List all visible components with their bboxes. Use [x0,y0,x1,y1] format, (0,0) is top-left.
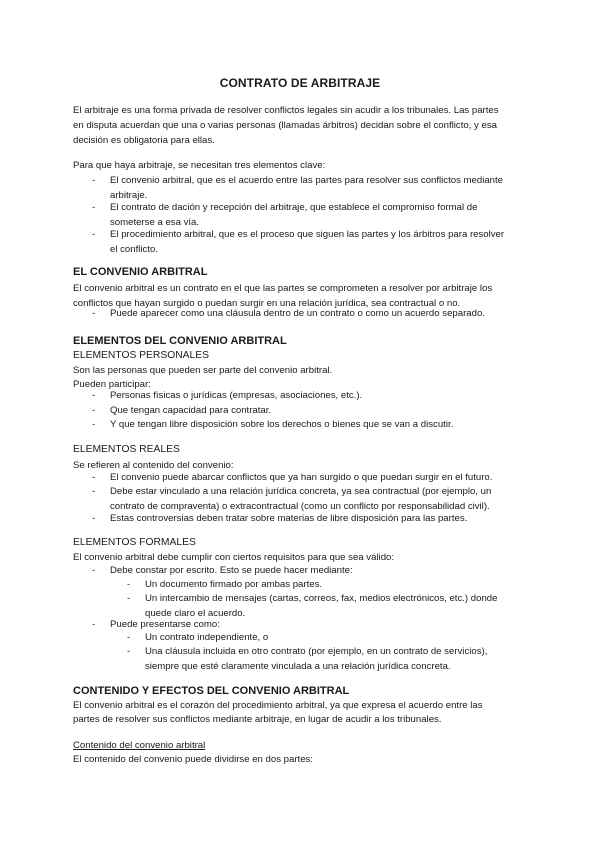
list-item-text: El convenio arbitral, que es el acuerdo entre las partes para resolver sus conflictos mediante [110,175,504,186]
bullet-dash: - [127,579,131,590]
bullet-dash: - [127,632,131,643]
bullet-dash: - [92,390,96,401]
paragraph-line: El convenio arbitral debe cumplir con ciertos requisitos para que sea válido: [73,552,395,563]
bullet-dash: - [92,229,96,240]
list-item-text: Que tengan capacidad para contratar. [110,405,272,416]
paragraph-line: Pueden participar: [73,379,151,390]
list-item-text: el conflicto. [110,244,158,255]
list-item-text: Debe estar vinculado a una relación jurídica concreta, ya sea contractual (por ejemplo, un [110,486,492,497]
requisitos-lead: Para que haya arbitraje, se necesitan tres elementos clave: [73,160,326,171]
subsection-heading: ELEMENTOS FORMALES [73,537,196,548]
paragraph-line: Son las personas que pueden ser parte del convenio arbitral. [73,365,333,376]
list-item-text: Un intercambio de mensajes (cartas, correos, fax, medios electrónicos, etc.) donde [145,593,498,604]
list-item-text: Y que tengan libre disposición sobre los derechos o bienes que se van a discutir. [110,419,454,430]
paragraph-line: El convenio arbitral es un contrato en el que las partes se comprometen a resolver por arbitraje los [73,283,493,294]
bullet-dash: - [92,619,96,630]
list-item-text: contrato de compraventa) o extracontractual (como un conflicto por responsabilidad civil). [110,501,490,512]
bullet-dash: - [92,405,96,416]
bullet-dash: - [127,646,131,657]
list-item-text: siempre que esté claramente vinculada a una relación jurídica concreta. [145,661,451,672]
underlined-subheading: Contenido del convenio arbitral [73,740,206,751]
list-item-text: someterse a esa vía. [110,217,200,228]
list-item-text: El convenio puede abarcar conflictos que ya han surgido o que puedan surgir en el futuro. [110,472,493,483]
intro-line: en disputa acuerdan que una o varias personas (llamadas árbitros) decidan sobre el conflicto, y esa [73,120,497,131]
list-item-text: Un contrato independiente, o [145,632,269,643]
intro-line: decisión es obligatoria para ellas. [73,135,215,146]
paragraph-line: conflictos que hayan surgido o puedan surgir en una relación jurídica, sea contractual o no. [73,298,461,309]
subsection-heading: ELEMENTOS PERSONALES [73,350,210,361]
section-heading: CONTENIDO Y EFECTOS DEL CONVENIO ARBITRAL [73,685,350,697]
bullet-dash: - [92,419,96,430]
paragraph-line: El contenido del convenio puede dividirse en dos partes: [73,754,314,765]
paragraph-line: partes de resolver sus conflictos mediante arbitraje, en lugar de acudir a los tribunales. [73,714,442,725]
list-item-text: El contrato de dación y recepción del arbitraje, que establece el compromiso formal de [110,202,478,213]
list-item-text: Debe constar por escrito. Esto se puede hacer mediante: [110,565,353,576]
list-item-text: Personas físicas o jurídicas (empresas, asociaciones, etc.). [110,390,363,401]
subsection-heading: ELEMENTOS REALES [73,444,180,455]
list-item-text: Puede presentarse como: [110,619,220,630]
section-heading: ELEMENTOS DEL CONVENIO ARBITRAL [73,335,287,347]
bullet-dash: - [127,593,131,604]
list-item-text: El procedimiento arbitral, que es el proceso que siguen las partes y los árbitros para resolver [110,229,505,240]
list-item-text: quede claro el acuerdo. [145,608,246,619]
bullet-dash: - [92,486,96,497]
bullet-dash: - [92,202,96,213]
list-item-text: arbitraje. [110,190,148,201]
list-item-text: Un documento firmado por ambas partes. [145,579,323,590]
paragraph-line: Se refieren al contenido del convenio: [73,460,234,471]
section-heading: EL CONVENIO ARBITRAL [73,266,208,278]
bullet-dash: - [92,308,96,319]
list-item-text: Una cláusula incluida en otro contrato (por ejemplo, en un contrato de servicios), [145,646,488,657]
intro-line: El arbitraje es una forma privada de resolver conflictos legales sin acudir a los tribunales. Las partes [73,105,499,116]
bullet-dash: - [92,175,96,186]
list-item-text: Puede aparecer como una cláusula dentro de un contrato o como un acuerdo separado. [110,308,485,319]
bullet-dash: - [92,472,96,483]
bullet-dash: - [92,565,96,576]
paragraph-line: El convenio arbitral es el corazón del procedimiento arbitral, ya que expresa el acuerdo entre las [73,700,483,711]
list-item-text: Estas controversias deben tratar sobre materias de libre disposición para las partes. [110,513,468,524]
document-title: CONTRATO DE ARBITRAJE [219,76,381,90]
bullet-dash: - [92,513,96,524]
